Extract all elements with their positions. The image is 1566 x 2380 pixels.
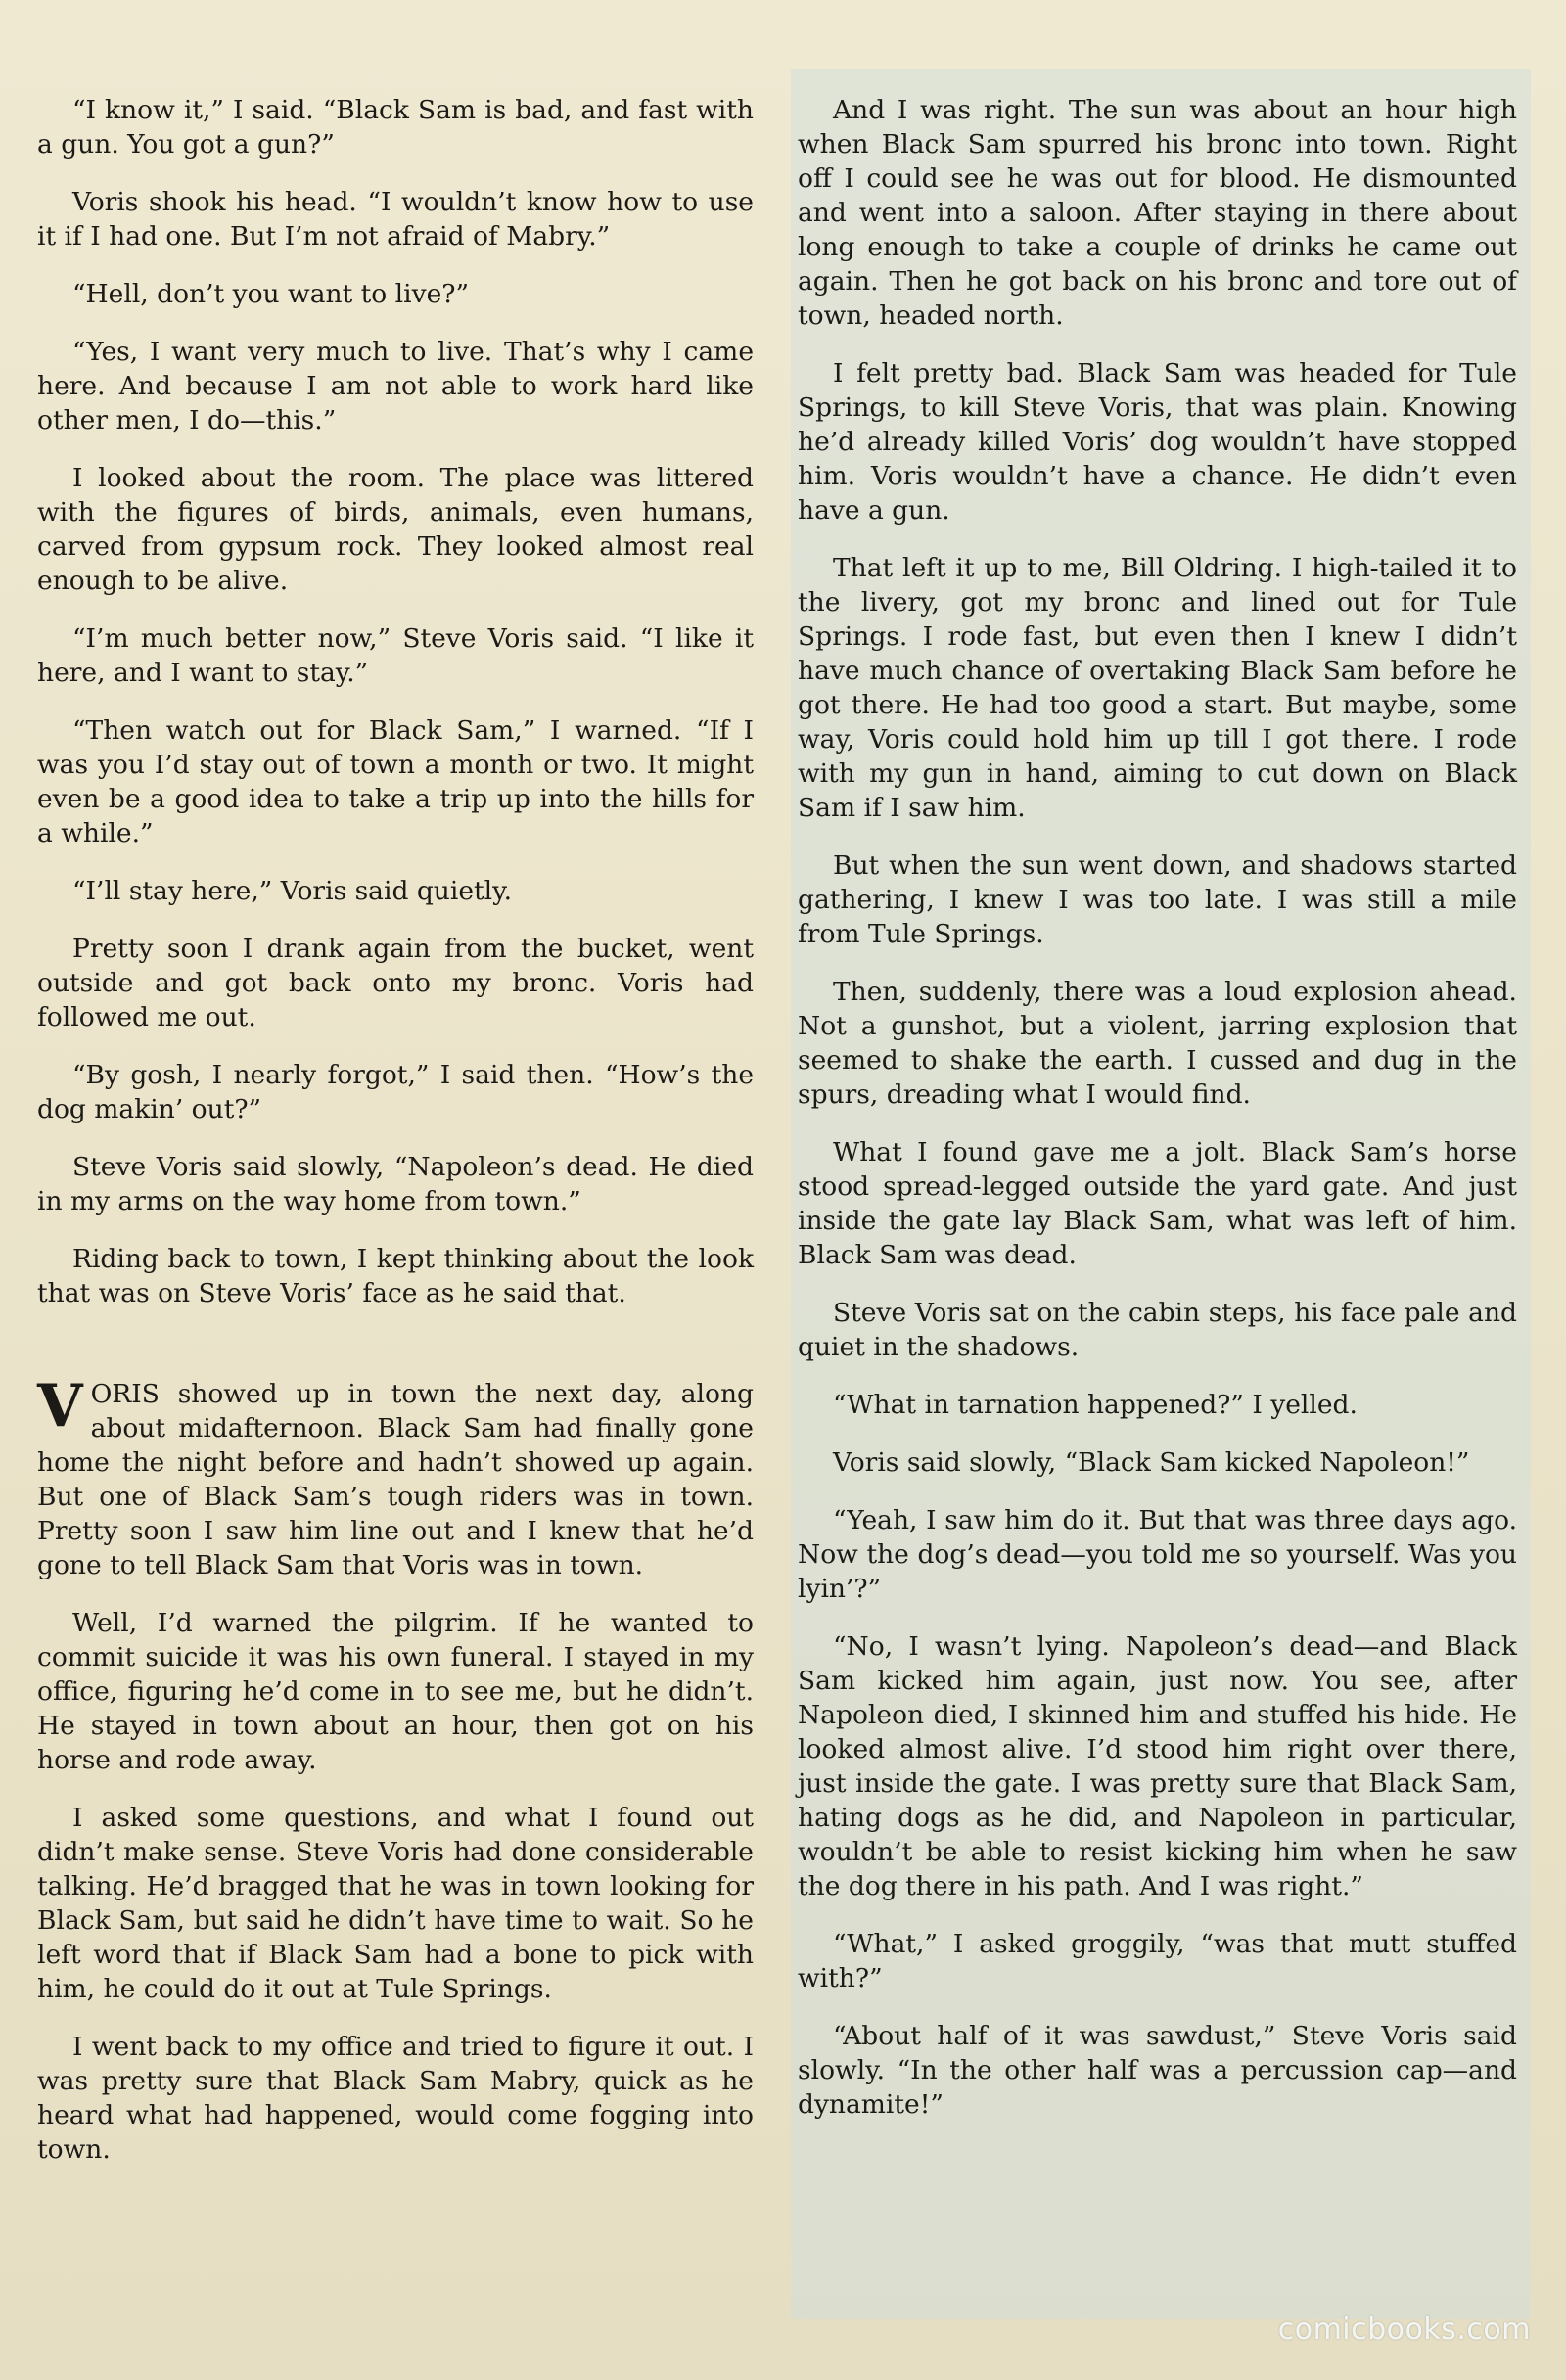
section-opening-paragraph bbox=[37, 1372, 754, 1582]
paragraph: “What,” I asked groggily, “was that mutt stuffed with?” bbox=[798, 1929, 1517, 1993]
paragraph: “Yeah, I saw him do it. But that was three days ago. Now the dog’s dead—you told me so yourself. Was you lyin’?” bbox=[798, 1505, 1517, 1604]
paragraph: “I’m much better now,” Steve Voris said. “I like it here, and I want to stay.” bbox=[37, 623, 754, 688]
paragraph: Voris said slowly, “Black Sam kicked Napoleon!” bbox=[833, 1447, 1470, 1478]
paragraph: Pretty soon I drank again from the bucket, went outside and got back onto my bronc. Voris had followed me out. bbox=[37, 934, 754, 1032]
paragraph: “I know it,” I said. “Black Sam is bad, and fast with a gun. You got a gun?” bbox=[37, 95, 754, 160]
watermark: comicbooks.com bbox=[1277, 2312, 1531, 2347]
paragraph: I looked about the room. The place was littered with the figures of birds, animals, even humans, carved from gypsum rock. They looked almost real enough to be alive. bbox=[37, 463, 754, 596]
paragraph: But when the sun went down, and shadows started gathering, I knew I was too late. I was still a mile from Tule Springs. bbox=[798, 850, 1517, 949]
paragraph: Then, suddenly, there was a loud explosion ahead. Not a gunshot, but a violent, jarring explosion that seemed to shake the earth. I cussed and dug in the spurs, dreading what I would find. bbox=[798, 977, 1517, 1110]
paragraph: “What in tarnation happened?” I yelled. bbox=[833, 1390, 1358, 1420]
paragraph: Riding back to town, I kept thinking about the look that was on Steve Voris’ face as he said that. bbox=[37, 1244, 754, 1308]
left-column bbox=[37, 93, 754, 2190]
right-column bbox=[798, 93, 1517, 2145]
paragraph: “Then watch out for Black Sam,” I warned. “If I was you I’d stay out of town a month or two. It might even be a good idea to take a trip up into the hills for a while.” bbox=[37, 715, 754, 848]
paragraph: I asked some questions, and what I found out didn’t make sense. Steve Voris had done considerable talking. He’d bragged that he was in town looking for Black Sam, but said he didn’t have time to wait. So he left word that if Black Sam had a bone to pick with him, he could do it out at Tule Springs. bbox=[37, 1803, 754, 2004]
paragraph: “Hell, don’t you want to live?” bbox=[72, 279, 470, 309]
paragraph: And I was right. The sun was about an hour high when Black Sam spurred his bronc into town. Right off I could see he was out for blood. He dismounted and went into a saloon. After staying in there about long enough to take a couple of drinks he came out again. Then he got back on his bronc and tore out of town, headed north. bbox=[798, 95, 1517, 331]
paragraph: Well, I’d warned the pilgrim. If he wanted to commit suicide it was his own funeral. I stayed in my office, figuring he’d come in to see me, but he didn’t. He stayed in town about an hour, then got on his horse and rode away. bbox=[37, 1608, 754, 1775]
paragraph: “I’ll stay here,” Voris said quietly. bbox=[72, 876, 513, 906]
paragraph: Steve Voris said slowly, “Napoleon’s dead. He died in my arms on the way home from town.” bbox=[37, 1152, 754, 1216]
paragraph: “By gosh, I nearly forgot,” I said then. “How’s the dog makin’ out?” bbox=[37, 1060, 754, 1124]
drop-cap-paragraph-text: ORIS showed up in town the next day, along about midafternoon. Black Sam had finally gone home the night before and hadn’t showed up again. But one of Black Sam’s tough riders was in town. Pretty soon I saw him line out and I knew that he’d gone to tell Black Sam that Voris was in town. bbox=[37, 1379, 754, 1580]
paragraph: Voris shook his head. “I wouldn’t know how to use it if I had one. But I’m not afraid of Mabry.” bbox=[37, 187, 754, 252]
paragraph: I went back to my office and tried to figure it out. I was pretty sure that Black Sam Mabry, quick as he heard what had happened, would come fogging into town. bbox=[37, 2032, 754, 2165]
paragraph: That left it up to me, Bill Oldring. I high-tailed it to the livery, got my bronc and lined out for Tule Springs. I rode fast, but even then I knew I didn’t have much chance of overtaking Black Sam before he got there. He had too good a start. But maybe, some way, Voris could hold him up till I got there. I rode with my gun in hand, aiming to cut down on Black Sam if I saw him. bbox=[798, 553, 1517, 823]
paragraph: “Yes, I want very much to live. That’s why I came here. And because I am not able to work hard like other men, I do—this.” bbox=[37, 337, 754, 435]
paragraph: What I found gave me a jolt. Black Sam’s horse stood spread-legged outside the yard gate. And just inside the gate lay Black Sam, what was left of him. Black Sam was dead. bbox=[798, 1137, 1517, 1270]
drop-cap: V bbox=[37, 1372, 83, 1441]
paragraph: Steve Voris sat on the cabin steps, his face pale and quiet in the shadows. bbox=[798, 1298, 1517, 1362]
paragraph: I felt pretty bad. Black Sam was headed for Tule Springs, to kill Steve Voris, that was plain. Knowing he’d already killed Voris’ dog wouldn’t have stopped him. Voris wouldn’t have a chance. He didn’t even have a gun. bbox=[798, 358, 1517, 526]
paragraph: “No, I wasn’t lying. Napoleon’s dead—and Black Sam kicked him again, just now. You see, after Napoleon died, I skinned him and stuffed his hide. He looked almost alive. I’d stood him right over there, just inside the gate. I was pretty sure that Black Sam, hating dogs as he did, and Napoleon in particular, wouldn’t be able to resist kicking him when he saw the dog there in his path. And I was right.” bbox=[798, 1631, 1517, 1901]
paragraph: “About half of it was sawdust,” Steve Voris said slowly. “In the other half was a percussion cap—and dynamite!” bbox=[798, 2021, 1517, 2120]
